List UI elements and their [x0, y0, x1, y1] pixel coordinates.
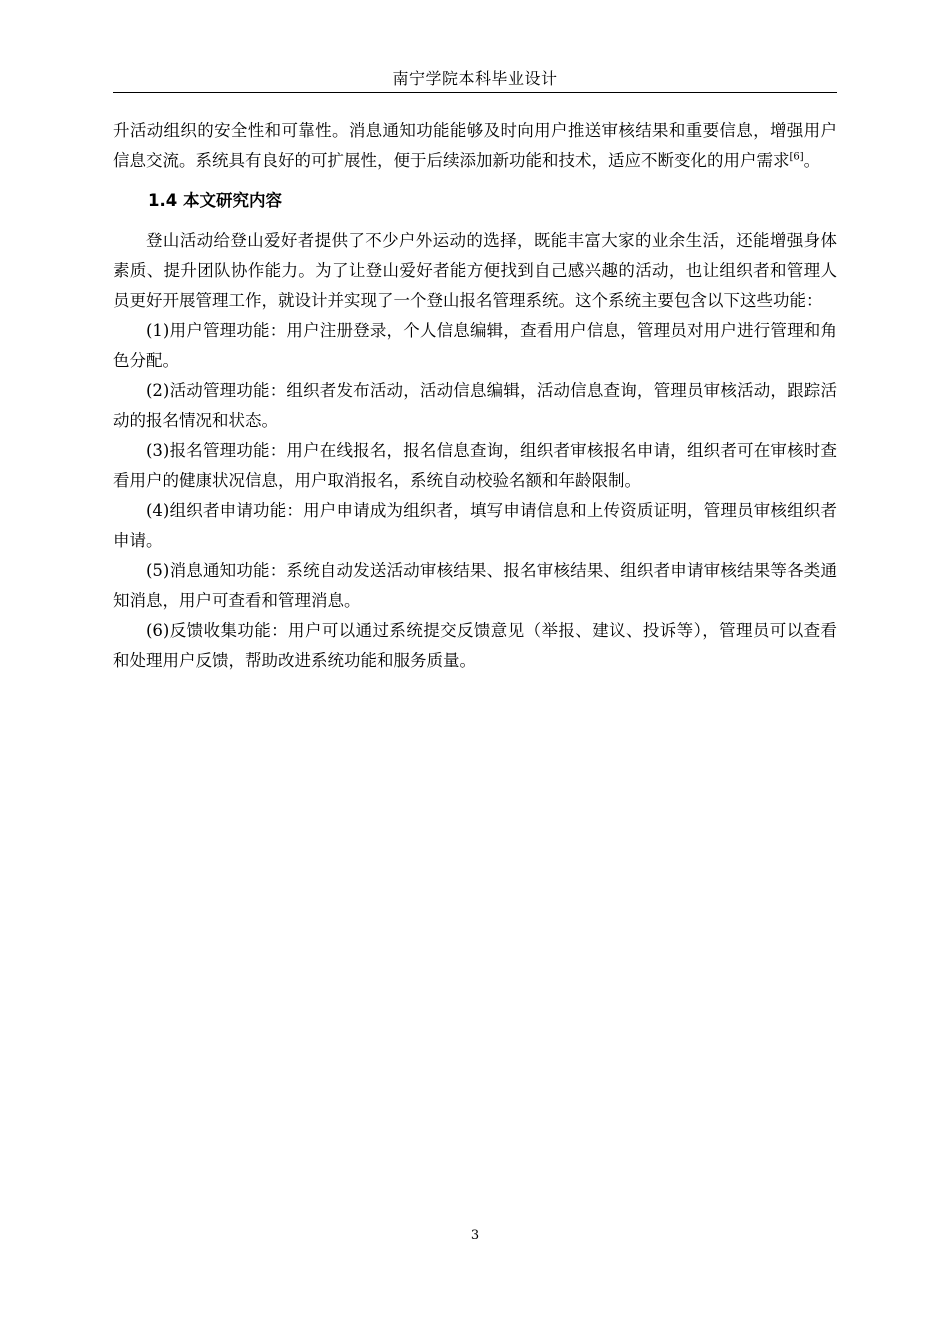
feature-item-registration-management: (3)报名管理功能：用户在线报名，报名信息查询，组织者审核报名申请，组织者可在审核时查看用户的健康状况信息，用户取消报名，系统自动校验名额和年龄限制。	[113, 441, 837, 490]
page-body	[113, 116, 837, 676]
intro-paragraph	[113, 116, 837, 176]
page-header: 南宁学院本科毕业设计	[113, 66, 837, 93]
feature-item-activity-management: (2)活动管理功能：组织者发布活动，活动信息编辑，活动信息查询，管理员审核活动，跟踪活动的报名情况和状态。	[113, 381, 837, 430]
overview-paragraph: 登山活动给登山爱好者提供了不少户外运动的选择，既能丰富大家的业余生活，还能增强身体素质、提升团队协作能力。为了让登山爱好者能方便找到自己感兴趣的活动，也让组织者和管理人员更好开展管理工作，就设计并实现了一个登山报名管理系统。这个系统主要包含以下这些功能：	[113, 231, 837, 310]
feature-item-organizer-application: (4)组织者申请功能：用户申请成为组织者，填写申请信息和上传资质证明，管理员审核组织者申请。	[113, 501, 837, 550]
feature-item-user-management: (1)用户管理功能：用户注册登录，个人信息编辑，查看用户信息，管理员对用户进行管理和角色分配。	[113, 321, 837, 370]
intro-text: 升活动组织的安全性和可靠性。消息通知功能能够及时向用户推送审核结果和重要信息，增强用户信息交流。系统具有良好的可扩展性，便于后续添加新功能和技术，适应不断变化的用户需求	[113, 121, 837, 170]
citation-reference: [6]	[789, 151, 804, 163]
feature-item-message-notification: (5)消息通知功能：系统自动发送活动审核结果、报名审核结果、组织者申请审核结果等各类通知消息，用户可查看和管理消息。	[113, 561, 837, 610]
page-number: 3	[470, 1228, 480, 1243]
intro-end: 。	[803, 151, 821, 170]
feature-item-feedback-collection: (6)反馈收集功能：用户可以通过系统提交反馈意见（举报、建议、投诉等），管理员可以查看和处理用户反馈，帮助改进系统功能和服务质量。	[113, 621, 837, 670]
section-heading: 1.4 本文研究内容	[148, 191, 282, 210]
